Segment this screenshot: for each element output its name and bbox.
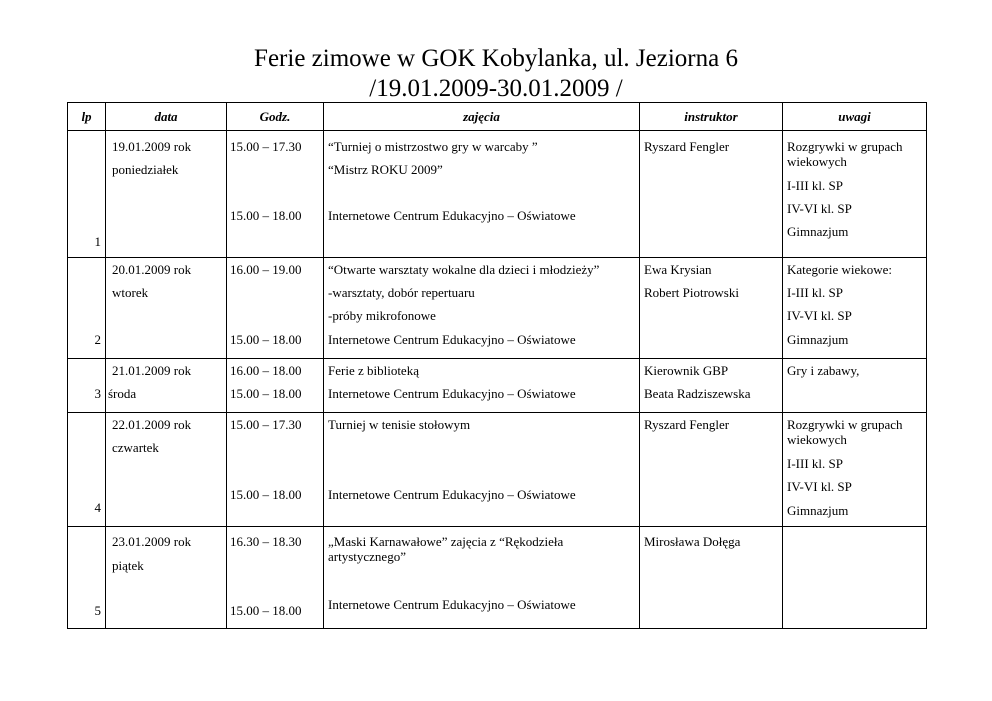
row-instructor: Ewa Krysian [644,262,712,277]
row-activity: Internetowe Centrum Edukacyjno – Oświatowe [328,487,576,502]
header-instruktor: instruktor [640,103,783,131]
row-time: 16.00 – 19.00 [230,262,302,277]
row-activity: “Turniej o mistrzostwo gry w warcaby ” [328,139,538,154]
row-activity: Internetowe Centrum Edukacyjno – Oświatowe [328,386,576,401]
row-note: Gimnazjum [787,224,849,239]
row-note: IV-VI kl. SP [787,479,852,494]
table-header-row [68,103,927,131]
row-note: Rozgrywki w grupach wiekowych [787,139,903,169]
table-row [68,258,927,359]
row-note: IV-VI kl. SP [787,308,852,323]
header-data: data [106,103,227,131]
row-notes-empty [783,527,926,628]
row-date: 21.01.2009 rok [112,363,192,378]
row-day: środa [108,386,137,401]
row-date: 23.01.2009 rok [112,534,192,549]
row-instructor: Mirosława Dołęga [644,534,741,549]
row-number: 3 [94,386,101,401]
row-note: Gry i zabawy, [787,363,860,378]
row-day: piątek [112,558,144,573]
row-activity: “Otwarte warsztaty wokalne dla dzieci i młodzieży” [328,262,600,277]
row-day: poniedziałek [112,162,179,177]
schedule-table [67,102,927,629]
row-note: IV-VI kl. SP [787,201,852,216]
row-activity: „Maski Karnawałowe” zajęcia z “Rękodzieła artystycznego” [328,534,564,564]
row-note: I-III kl. SP [787,456,843,471]
row-instructor: Kierownik GBP [644,363,729,378]
table-row [68,131,927,258]
header-godz: Godz. [227,103,324,131]
row-date: 22.01.2009 rok [112,417,192,432]
row-time: 15.00 – 18.00 [230,487,302,502]
row-time: 15.00 – 18.00 [230,208,302,223]
row-day: czwartek [112,440,159,455]
row-activity: “Mistrz ROKU 2009” [328,162,443,177]
row-note: I-III kl. SP [787,285,843,300]
row-instructor: Ryszard Fengler [644,139,730,154]
row-activity: -próby mikrofonowe [328,308,436,323]
row-time: 16.30 – 18.30 [230,534,302,549]
row-time: 16.00 – 18.00 [230,363,302,378]
row-activity: Internetowe Centrum Edukacyjno – Oświatowe [328,597,576,612]
row-note: I-III kl. SP [787,178,843,193]
row-note: Rozgrywki w grupach wiekowych [787,417,903,447]
header-lp: lp [68,103,106,131]
row-date: 20.01.2009 rok [112,262,192,277]
row-activity: -warsztaty, dobór repertuaru [328,285,475,300]
row-time: 15.00 – 18.00 [230,386,302,401]
row-time: 15.00 – 18.00 [230,603,302,618]
row-activity: Turniej w tenisie stołowym [328,417,471,432]
document-date-range: /19.01.2009-30.01.2009 / [369,75,623,102]
header-uwagi: uwagi [783,103,927,131]
row-time: 15.00 – 17.30 [230,139,302,154]
row-instructor: Robert Piotrowski [644,285,739,300]
row-time: 15.00 – 18.00 [230,332,302,347]
table-row [68,527,927,629]
row-activity: Ferie z biblioteką [328,363,419,378]
table-row [68,359,927,413]
row-number: 2 [94,332,101,347]
row-number: 1 [94,234,101,249]
header-zajecia: zajęcia [324,103,640,131]
row-instructor: Ryszard Fengler [644,417,730,432]
row-date: 19.01.2009 rok [112,139,192,154]
row-activity: Internetowe Centrum Edukacyjno – Oświatowe [328,332,576,347]
row-number: 4 [94,500,101,515]
row-note: Kategorie wiekowe: [787,262,893,277]
row-number: 5 [94,603,101,618]
row-instructor: Beata Radziszewska [644,386,751,401]
row-note: Gimnazjum [787,503,849,518]
table-row [68,413,927,527]
row-time: 15.00 – 17.30 [230,417,302,432]
row-day: wtorek [112,285,149,300]
row-note: Gimnazjum [787,332,849,347]
document-title: Ferie zimowe w GOK Kobylanka, ul. Jeziorna 6 [254,45,738,72]
row-activity: Internetowe Centrum Edukacyjno – Oświatowe [328,208,576,223]
